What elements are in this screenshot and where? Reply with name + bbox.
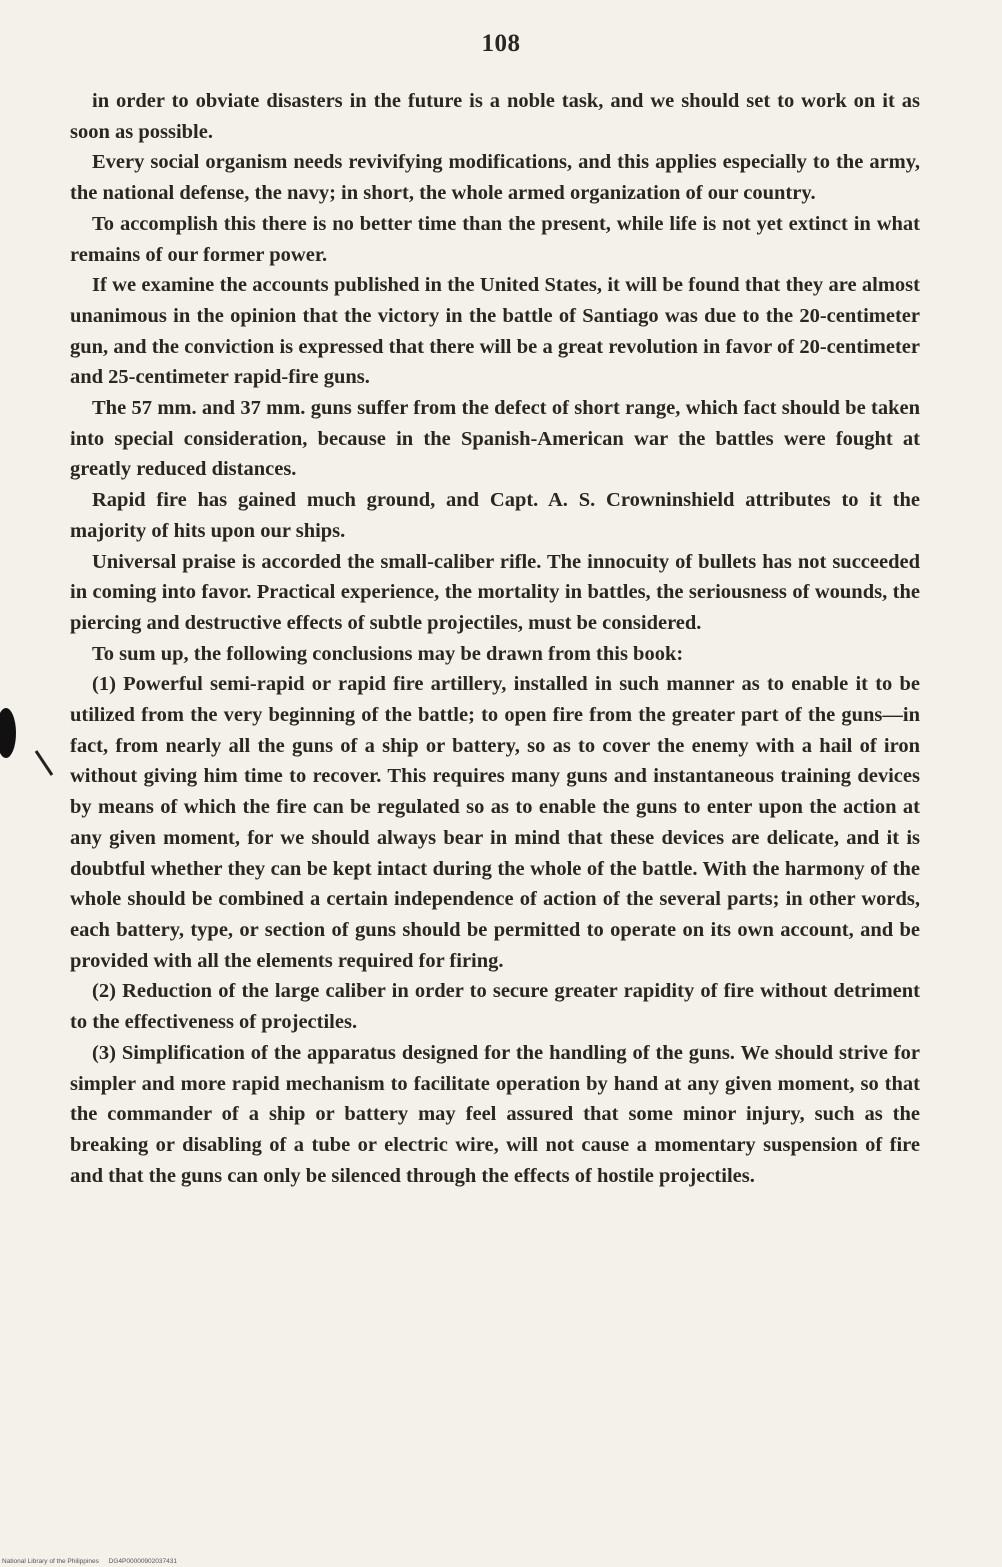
- footer-watermark: [2, 1558, 185, 1565]
- paragraph-present-time: To accomplish this there is no better time than the present, while life is not yet extinct in what remains of our former power.: [70, 212, 920, 266]
- paragraph-sum-up: To sum up, the following conclusions may be drawn from this book:: [92, 642, 684, 665]
- paragraph-conclusion-3: (3) Simplification of the apparatus designed for the handling of the guns. We should strive for simpler and more rapid mechanism to facilitate operation by hand at any given moment, so that the commander of a ship or battery may feel assured that some minor injury, such as the breaking or disabling of a tube or electric wire, will not cause a momentary suspension of fire and that the guns can only be silenced through the effects of hostile projectiles.: [70, 1041, 920, 1187]
- paragraph-continuation: in order to obviate disasters in the future is a noble task, and we should set to work on it as soon as possible.: [70, 90, 920, 143]
- page-number: 108: [481, 30, 521, 57]
- paragraph-santiago: If we examine the accounts published in the United States, it will be found that they are almost unanimous in the opinion that the victory in the battle of Santiago was due to the 20-centimeter gun, and the conviction is expressed that there will be a great revolution in favor of 20-centimeter and 25-centimeter rapid-fire guns.: [70, 274, 920, 389]
- paragraph-short-range: The 57 mm. and 37 mm. guns suffer from the defect of short range, which fact should be taken into special consideration, because in the Spanish-American war the battles were fought at greatly reduced distances.: [70, 397, 920, 481]
- footer-library: National Library of the Philippines: [2, 1558, 99, 1565]
- footer-code: DG4P00000902037431: [108, 1558, 177, 1565]
- paragraph-small-caliber: Universal praise is accorded the small-caliber rifle. The innocuity of bullets has not succeeded in coming into favor. Practical experience, the mortality in battles, the seriousness of wounds, the piercing and destructive effects of subtle projectiles, must be considered.: [70, 550, 920, 634]
- page-body: [70, 86, 920, 1191]
- paragraph-conclusion-2: (2) Reduction of the large caliber in order to secure greater rapidity of fire without detriment to the effectiveness of projectiles.: [70, 980, 920, 1034]
- paragraph-conclusion-1: (1) Powerful semi-rapid or rapid fire artillery, installed in such manner as to enable it to be utilized from the very beginning of the battle; to open fire from the greater part of the guns—in fact, from nearly all the guns of a ship or battery, so as to cover the enemy with a hail of iron without giving him time to recover. This requires many guns and instantaneous training devices by means of which the fire can be regulated so as to enable the guns to enter upon the action at any given moment, for we should always bear in mind that these devices are delicate, and it is doubtful whether they can be kept intact during the whole of the battle. With the harmony of the whole should be combined a certain independence of action of the several parts; in other words, each battery, type, or section of guns should be permitted to operate on its own account, and be provided with all the elements required for firing.: [70, 673, 920, 972]
- paragraph-rapid-fire: Rapid fire has gained much ground, and Capt. A. S. Crowninshield attributes to it the majority of hits upon our ships.: [70, 489, 920, 542]
- paragraph-social-organism: Every social organism needs revivifying modifications, and this applies especially to the army, the national defense, the navy; in short, the whole armed organization of our country.: [70, 151, 920, 205]
- margin-ink-mark: [0, 705, 70, 800]
